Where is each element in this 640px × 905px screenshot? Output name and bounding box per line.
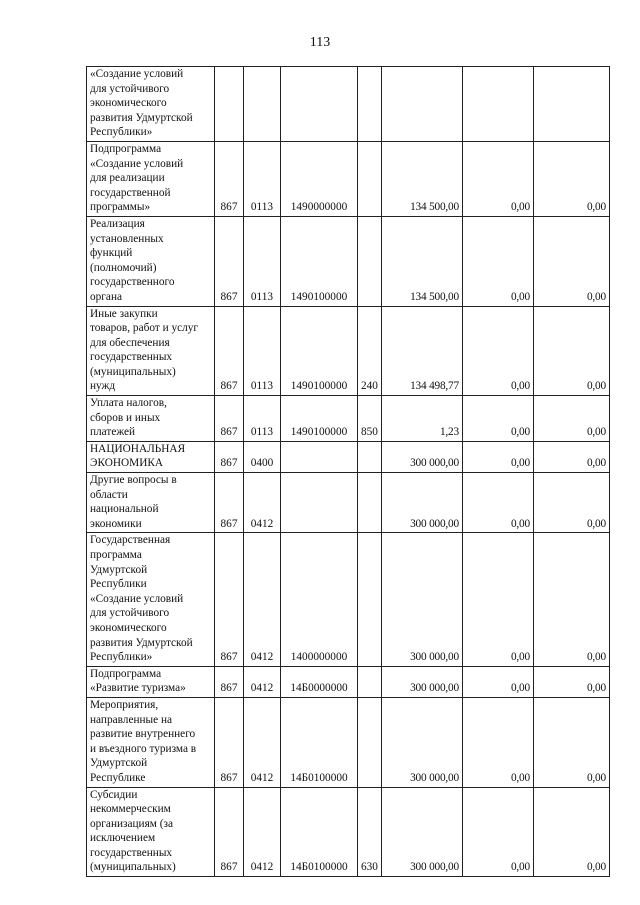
amount-cell-2: 0,00 <box>462 697 533 787</box>
department-code-cell: 867 <box>215 697 244 787</box>
amount-cell-2: 0,00 <box>462 666 533 697</box>
department-code-cell: 867 <box>215 441 244 472</box>
amount-cell: 300 000,00 <box>381 666 462 697</box>
section-code-cell: 0412 <box>244 666 281 697</box>
item-name-line: области <box>90 488 128 501</box>
item-name-line: Субсидии <box>90 788 138 801</box>
item-name-cell <box>87 697 215 787</box>
amount-cell: 300 000,00 <box>381 533 462 666</box>
amount-cell-3: 0,00 <box>533 141 609 216</box>
item-name-line: установленных <box>90 232 164 245</box>
amount-cell-2: 0,00 <box>462 787 533 877</box>
item-name-line: экономического <box>90 621 167 634</box>
target-article-cell: 1490100000 <box>281 306 358 396</box>
expense-type-cell <box>358 441 382 472</box>
item-name-line: «Развитие туризма» <box>90 682 186 695</box>
item-name-line: НАЦИОНАЛЬНАЯ <box>90 442 186 455</box>
item-name-cell <box>87 306 215 396</box>
target-article-cell: 1400000000 <box>281 533 358 666</box>
expense-type-cell <box>358 141 382 216</box>
amount-cell-2: 0,00 <box>462 306 533 396</box>
budget-table-body <box>87 67 610 877</box>
section-code-cell: 0400 <box>244 441 281 472</box>
section-code-cell: 0412 <box>244 473 281 533</box>
section-code-cell: 0412 <box>244 697 281 787</box>
item-name-line: Уплата налогов, <box>90 397 167 410</box>
amount-cell-3: 0,00 <box>533 666 609 697</box>
item-name-line: Удмуртской <box>90 563 148 576</box>
expense-type-cell: 630 <box>358 787 382 877</box>
expense-type-cell <box>358 67 382 142</box>
item-name-line: (муниципальных) <box>90 861 176 874</box>
amount-cell-3: 0,00 <box>533 473 609 533</box>
amount-cell-3: 0,00 <box>533 533 609 666</box>
amount-cell-3 <box>533 67 609 142</box>
section-code-cell: 0412 <box>244 533 281 666</box>
amount-cell-2: 0,00 <box>462 473 533 533</box>
item-name-line: исключением <box>90 832 156 845</box>
table-row <box>87 787 610 877</box>
item-name-line: Мероприятия, <box>90 698 159 711</box>
item-name-line: для обеспечения <box>90 336 170 349</box>
expense-type-cell <box>358 666 382 697</box>
item-name-cell <box>87 787 215 877</box>
expense-type-cell: 850 <box>358 396 382 442</box>
target-article-cell: 1490100000 <box>281 216 358 306</box>
item-name-line: Республики» <box>90 651 153 664</box>
budget-table <box>86 66 610 877</box>
target-article-cell <box>281 67 358 142</box>
amount-cell: 300 000,00 <box>381 787 462 877</box>
section-code-cell <box>244 67 281 142</box>
item-name-line: Реализация <box>90 217 145 230</box>
item-name-line: государственных <box>90 846 173 859</box>
item-name-line: «Создание условий <box>90 157 184 170</box>
amount-cell-2: 0,00 <box>462 216 533 306</box>
department-code-cell: 867 <box>215 666 244 697</box>
item-name-line: товаров, работ и услуг <box>90 322 199 335</box>
item-name-line: Республике <box>90 771 146 784</box>
item-name-line: для устойчивого <box>90 607 170 620</box>
item-name-line: программы» <box>90 201 151 214</box>
amount-cell: 300 000,00 <box>381 697 462 787</box>
amount-cell-3: 0,00 <box>533 216 609 306</box>
page-number: 113 <box>309 35 331 50</box>
amount-cell: 300 000,00 <box>381 473 462 533</box>
item-name-line: направленные на <box>90 713 173 726</box>
table-row <box>87 533 610 666</box>
item-name-line: сборов и иных <box>90 411 161 424</box>
table-row <box>87 216 610 306</box>
table-row <box>87 666 610 697</box>
target-article-cell: 1490000000 <box>281 141 358 216</box>
item-name-line: Республики» <box>90 126 153 139</box>
item-name-line: платежей <box>90 426 136 439</box>
department-code-cell: 867 <box>215 473 244 533</box>
amount-cell: 134 500,00 <box>381 141 462 216</box>
item-name-line: Государственная <box>90 534 171 547</box>
table-row <box>87 396 610 442</box>
amount-cell-3: 0,00 <box>533 697 609 787</box>
amount-cell-2: 0,00 <box>462 396 533 442</box>
section-code-cell: 0113 <box>244 141 281 216</box>
table-row <box>87 697 610 787</box>
item-name-line: государственного <box>90 276 175 289</box>
department-code-cell: 867 <box>215 787 244 877</box>
item-name-cell <box>87 67 215 142</box>
item-name-cell <box>87 441 215 472</box>
item-name-line: Подпрограмма <box>90 667 162 680</box>
department-code-cell: 867 <box>215 396 244 442</box>
item-name-line: функций <box>90 247 133 260</box>
item-name-line: Другие вопросы в <box>90 474 177 487</box>
expense-type-cell <box>358 216 382 306</box>
expense-type-cell <box>358 697 382 787</box>
item-name-line: экономического <box>90 97 167 110</box>
table-row <box>87 441 610 472</box>
department-code-cell: 867 <box>215 141 244 216</box>
section-code-cell: 0412 <box>244 787 281 877</box>
item-name-cell <box>87 473 215 533</box>
item-name-line: организациям (за <box>90 817 174 830</box>
item-name-line: Иные закупки <box>90 307 158 320</box>
item-name-line: Удмуртской <box>90 757 148 770</box>
target-article-cell <box>281 441 358 472</box>
item-name-cell <box>87 666 215 697</box>
amount-cell-2: 0,00 <box>462 141 533 216</box>
department-code-cell: 867 <box>215 216 244 306</box>
section-code-cell: 0113 <box>244 306 281 396</box>
amount-cell-3: 0,00 <box>533 306 609 396</box>
amount-cell: 300 000,00 <box>381 441 462 472</box>
amount-cell-3: 0,00 <box>533 396 609 442</box>
target-article-cell: 14Б0000000 <box>281 666 358 697</box>
expense-type-cell <box>358 473 382 533</box>
amount-cell-3: 0,00 <box>533 441 609 472</box>
item-name-line: «Создание условий <box>90 592 184 605</box>
item-name-line: Республики <box>90 578 147 591</box>
item-name-line: экономики <box>90 517 142 530</box>
amount-cell-3: 0,00 <box>533 787 609 877</box>
target-article-cell <box>281 473 358 533</box>
item-name-line: нужд <box>90 380 116 393</box>
amount-cell-2 <box>462 67 533 142</box>
item-name-cell <box>87 396 215 442</box>
department-code-cell: 867 <box>215 533 244 666</box>
amount-cell-2: 0,00 <box>462 533 533 666</box>
item-name-line: органа <box>90 290 123 303</box>
amount-cell: 134 498,77 <box>381 306 462 396</box>
amount-cell <box>381 67 462 142</box>
item-name-line: государственных <box>90 351 173 364</box>
expense-type-cell: 240 <box>358 306 382 396</box>
item-name-line: развитие внутреннего <box>90 728 196 741</box>
item-name-line: Подпрограмма <box>90 142 162 155</box>
section-code-cell: 0113 <box>244 396 281 442</box>
item-name-line: некоммерческим <box>90 803 171 816</box>
department-code-cell: 867 <box>215 306 244 396</box>
amount-cell: 1,23 <box>381 396 462 442</box>
item-name-line: (муниципальных) <box>90 365 176 378</box>
item-name-line: ЭКОНОМИКА <box>90 457 164 470</box>
target-article-cell: 14Б0100000 <box>281 697 358 787</box>
target-article-cell: 14Б0100000 <box>281 787 358 877</box>
table-row <box>87 473 610 533</box>
item-name-cell <box>87 533 215 666</box>
section-code-cell: 0113 <box>244 216 281 306</box>
item-name-line: развития Удмуртской <box>90 111 193 124</box>
table-row <box>87 306 610 396</box>
target-article-cell: 1490100000 <box>281 396 358 442</box>
item-name-cell <box>87 141 215 216</box>
item-name-line: и въездного туризма в <box>90 742 197 755</box>
department-code-cell <box>215 67 244 142</box>
item-name-line: для устойчивого <box>90 82 170 95</box>
item-name-line: развития Удмуртской <box>90 636 193 649</box>
item-name-line: программа <box>90 549 142 561</box>
item-name-line: для реализации <box>90 172 165 185</box>
table-row <box>87 141 610 216</box>
expense-type-cell <box>358 533 382 666</box>
amount-cell-2: 0,00 <box>462 441 533 472</box>
amount-cell: 134 500,00 <box>381 216 462 306</box>
item-name-line: (полномочий) <box>90 261 157 274</box>
item-name-line: национальной <box>90 503 159 516</box>
item-name-line: «Создание условий <box>90 68 184 80</box>
item-name-cell <box>87 216 215 306</box>
table-row <box>87 67 610 142</box>
item-name-line: государственной <box>90 186 171 199</box>
